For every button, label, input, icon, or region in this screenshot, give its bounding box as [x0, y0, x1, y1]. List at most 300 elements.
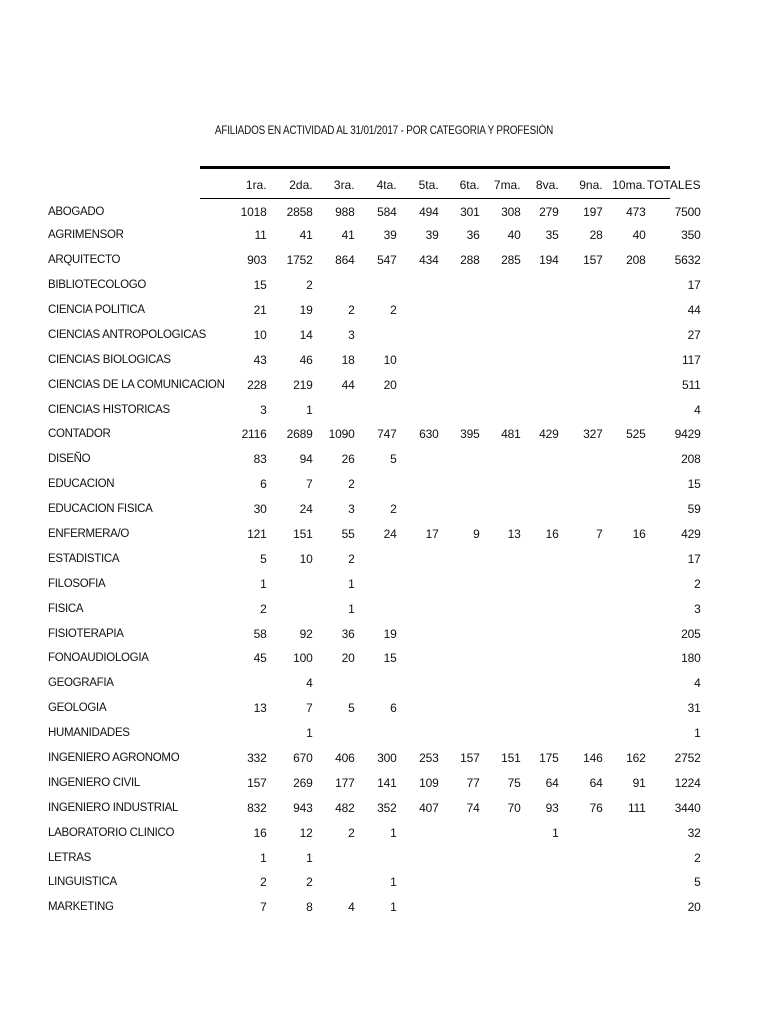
category-count — [603, 671, 646, 696]
category-count — [480, 397, 521, 422]
category-count — [559, 472, 603, 497]
profession-name: GEOGRAFIA — [48, 677, 114, 690]
category-count: 1018 — [240, 205, 267, 220]
category-count — [480, 546, 521, 571]
table-row — [42, 746, 701, 771]
row-total: 208 — [681, 452, 701, 467]
category-count — [439, 621, 480, 646]
category-count — [521, 546, 559, 571]
category-count: 40 — [507, 228, 521, 243]
category-count: 21 — [253, 303, 267, 317]
category-count — [603, 621, 646, 646]
table-header-row — [42, 172, 701, 198]
row-total: 511 — [682, 377, 701, 392]
category-count — [313, 721, 355, 746]
profession-name: LINGUISTICA — [48, 876, 117, 889]
category-count: 26 — [341, 452, 355, 467]
category-count: 83 — [253, 452, 267, 467]
category-count: 407 — [419, 800, 439, 815]
category-count: 64 — [589, 775, 603, 790]
table-row — [42, 372, 701, 397]
row-total: 7500 — [674, 205, 701, 220]
category-count: 30 — [253, 502, 267, 517]
category-count: 253 — [419, 751, 439, 766]
category-count: 630 — [419, 427, 439, 442]
column-header: 7ma. — [493, 178, 521, 192]
row-total: 1224 — [674, 775, 701, 790]
category-count — [397, 596, 439, 621]
category-count: 288 — [460, 253, 480, 268]
table-body — [42, 198, 701, 920]
profession-name: CIENCIAS BIOLOGICAS — [48, 353, 171, 366]
category-count: 109 — [419, 775, 439, 790]
category-count — [521, 347, 559, 372]
category-count: 12 — [299, 825, 313, 840]
category-count: 39 — [425, 228, 439, 243]
category-count: 988 — [335, 205, 355, 220]
profession-name: MARKETING — [48, 901, 114, 914]
category-count — [397, 298, 439, 323]
category-count: 482 — [335, 800, 355, 815]
column-header: 3ra. — [333, 178, 355, 192]
profession-name: INGENIERO AGRONOMO — [48, 752, 180, 765]
category-count: 146 — [583, 751, 603, 766]
category-count — [559, 895, 603, 920]
row-total: 117 — [682, 352, 701, 367]
category-count: 269 — [293, 775, 313, 790]
category-count: 4 — [306, 676, 313, 691]
category-count: 2 — [348, 303, 355, 317]
table-row — [42, 347, 701, 372]
category-count: 194 — [539, 253, 559, 268]
table-row — [42, 522, 701, 547]
column-header: 10ma. — [612, 178, 646, 192]
category-count — [521, 322, 559, 347]
category-count — [355, 671, 397, 696]
category-count — [397, 397, 439, 422]
category-count: 15 — [253, 278, 267, 293]
category-count — [439, 696, 480, 721]
category-count: 3 — [348, 327, 355, 342]
table-row — [42, 895, 701, 920]
category-count — [313, 870, 355, 895]
category-count: 17 — [425, 527, 439, 542]
category-count: 93 — [545, 800, 559, 815]
category-count — [559, 820, 603, 845]
category-count: 121 — [247, 527, 267, 542]
category-count — [397, 696, 439, 721]
table-row — [42, 571, 701, 596]
profession-name: ARQUITECTO — [48, 254, 121, 267]
category-count: 18 — [341, 352, 355, 367]
category-count — [521, 447, 559, 472]
category-count: 1090 — [328, 427, 355, 442]
row-total: 17 — [687, 278, 701, 293]
table-row — [42, 795, 701, 820]
category-count — [480, 571, 521, 596]
category-count: 19 — [299, 303, 313, 317]
category-count: 1 — [260, 576, 267, 591]
table-row — [42, 621, 701, 646]
category-count — [480, 870, 521, 895]
profession-name: FISICA — [48, 602, 84, 615]
column-header: 1ra. — [245, 178, 267, 192]
category-count — [480, 845, 521, 870]
category-count: 19 — [383, 626, 397, 641]
category-count: 13 — [253, 701, 267, 716]
category-count — [225, 671, 267, 696]
profession-name: EDUCACION FISICA — [48, 503, 153, 516]
row-total: 17 — [687, 551, 701, 566]
category-count: 157 — [460, 751, 480, 766]
category-count — [439, 447, 480, 472]
category-count: 20 — [341, 651, 355, 666]
category-count: 2 — [260, 875, 267, 890]
category-count — [559, 646, 603, 671]
category-count: 28 — [589, 228, 603, 243]
profession-name: FISIOTERAPIA — [48, 627, 124, 640]
row-total: 44 — [687, 303, 701, 317]
category-count: 429 — [539, 427, 559, 442]
category-count: 92 — [299, 626, 313, 641]
row-total: 4 — [694, 676, 701, 691]
column-header: 2da. — [289, 178, 313, 192]
category-count: 75 — [507, 775, 521, 790]
category-count — [397, 347, 439, 372]
category-count — [439, 721, 480, 746]
row-total: 2 — [694, 850, 701, 865]
category-count — [439, 397, 480, 422]
row-total: 15 — [687, 477, 701, 492]
category-count: 352 — [377, 800, 397, 815]
category-count — [521, 596, 559, 621]
column-header: 9na. — [579, 178, 603, 192]
category-count — [355, 845, 397, 870]
category-count — [439, 646, 480, 671]
category-count — [397, 721, 439, 746]
category-count — [480, 671, 521, 696]
category-count: 1 — [348, 576, 355, 591]
category-count — [559, 696, 603, 721]
category-count — [603, 646, 646, 671]
category-count: 1 — [390, 900, 397, 915]
category-count: 2858 — [286, 205, 313, 220]
category-count — [521, 895, 559, 920]
category-count — [397, 322, 439, 347]
category-count — [521, 397, 559, 422]
category-count — [439, 571, 480, 596]
category-count: 228 — [247, 377, 267, 392]
category-count — [439, 870, 480, 895]
category-count: 151 — [293, 527, 313, 542]
category-count — [313, 273, 355, 298]
profession-name: INGENIERO INDUSTRIAL — [48, 801, 179, 814]
table-row — [42, 671, 701, 696]
category-count — [397, 895, 439, 920]
category-count: 525 — [626, 427, 646, 442]
profession-name: ENFERMERA/O — [48, 528, 130, 541]
profession-name: CIENCIA POLITICA — [48, 304, 145, 316]
category-count: 943 — [293, 800, 313, 815]
table-row — [42, 422, 701, 447]
category-count — [480, 721, 521, 746]
row-total: 2 — [694, 576, 701, 591]
category-count — [267, 596, 313, 621]
row-total: 59 — [687, 502, 701, 517]
row-total: 5632 — [674, 253, 701, 268]
category-count — [559, 497, 603, 522]
column-header: 6ta. — [459, 178, 480, 192]
category-count — [439, 497, 480, 522]
category-count — [521, 298, 559, 323]
category-count — [397, 372, 439, 397]
category-count: 10 — [253, 327, 267, 342]
profession-name: ABOGADO — [48, 206, 105, 219]
category-count: 58 — [253, 626, 267, 641]
table-row — [42, 546, 701, 571]
table-row — [42, 223, 701, 248]
table-row — [42, 845, 701, 870]
category-count: 308 — [501, 205, 521, 220]
category-count: 111 — [627, 800, 646, 815]
category-count — [439, 596, 480, 621]
table-row — [42, 646, 701, 671]
category-count — [603, 273, 646, 298]
category-count — [603, 497, 646, 522]
category-count — [397, 472, 439, 497]
category-count: 2116 — [241, 427, 267, 442]
profession-name: FILOSOFIA — [48, 577, 106, 590]
category-count: 74 — [466, 800, 480, 815]
category-count — [313, 845, 355, 870]
category-count: 77 — [466, 775, 480, 790]
category-count — [480, 497, 521, 522]
category-count: 481 — [501, 427, 521, 442]
row-total: 350 — [681, 228, 701, 243]
category-count — [439, 347, 480, 372]
category-count — [603, 571, 646, 596]
category-count: 16 — [545, 527, 559, 542]
category-count: 11 — [254, 228, 267, 243]
category-count — [480, 696, 521, 721]
category-count: 36 — [466, 228, 480, 243]
category-count — [313, 671, 355, 696]
table-row — [42, 198, 701, 223]
category-count: 16 — [632, 527, 646, 542]
category-count — [397, 621, 439, 646]
category-count — [603, 696, 646, 721]
profession-name: LETRAS — [48, 851, 91, 864]
category-count — [480, 472, 521, 497]
profession-name: HUMANIDADES — [48, 727, 130, 740]
category-count — [313, 397, 355, 422]
category-count: 395 — [460, 427, 480, 442]
profession-name: GEOLOGIA — [48, 702, 107, 715]
category-count: 94 — [299, 452, 313, 467]
category-count — [480, 273, 521, 298]
category-count: 832 — [247, 800, 267, 815]
affiliates-table — [42, 172, 701, 920]
row-total: 5 — [694, 875, 701, 890]
category-count: 91 — [632, 775, 646, 790]
category-count: 670 — [293, 751, 313, 766]
category-count — [521, 472, 559, 497]
category-count — [559, 546, 603, 571]
category-count: 8 — [306, 900, 313, 915]
category-count: 10 — [299, 551, 313, 566]
category-count — [521, 870, 559, 895]
category-count: 24 — [383, 527, 397, 542]
category-count — [603, 870, 646, 895]
category-count — [559, 347, 603, 372]
category-count — [397, 497, 439, 522]
category-count — [480, 596, 521, 621]
category-count: 301 — [460, 205, 480, 220]
row-total: 27 — [687, 327, 701, 342]
profession-name: DISEÑO — [48, 453, 91, 466]
category-count — [397, 546, 439, 571]
table-row — [42, 298, 701, 323]
category-count — [480, 895, 521, 920]
category-count: 434 — [419, 253, 439, 268]
category-count — [559, 372, 603, 397]
category-count — [521, 372, 559, 397]
category-count — [480, 372, 521, 397]
category-count: 1 — [390, 825, 397, 840]
category-count — [267, 571, 313, 596]
category-count: 5 — [348, 701, 355, 716]
category-count: 40 — [632, 228, 646, 243]
category-count: 2 — [260, 601, 267, 616]
category-count — [480, 820, 521, 845]
category-count: 9 — [473, 527, 480, 542]
category-count: 76 — [589, 800, 603, 815]
header-rule-top — [200, 166, 670, 169]
page-title: AFILIADOS EN ACTIVIDAD AL 31/01/2017 - POR CATEGORIA Y PROFESIÓN — [214, 125, 554, 137]
category-count: 64 — [545, 775, 559, 790]
category-count — [521, 273, 559, 298]
category-count — [439, 671, 480, 696]
category-count — [397, 820, 439, 845]
table-row — [42, 770, 701, 795]
category-count — [559, 596, 603, 621]
category-count — [603, 721, 646, 746]
category-count — [603, 347, 646, 372]
category-count — [439, 820, 480, 845]
category-count — [559, 322, 603, 347]
category-count — [355, 322, 397, 347]
category-count: 332 — [247, 751, 267, 766]
category-count — [603, 596, 646, 621]
row-total: 9429 — [674, 427, 701, 442]
category-count — [439, 895, 480, 920]
column-header: 8va. — [535, 178, 559, 192]
category-count — [559, 447, 603, 472]
category-count — [439, 273, 480, 298]
category-count: 327 — [583, 427, 603, 442]
column-header: 4ta. — [376, 178, 397, 192]
category-count: 45 — [253, 651, 267, 666]
category-count — [225, 721, 267, 746]
category-count: 6 — [260, 477, 267, 492]
category-count: 157 — [247, 775, 267, 790]
category-count: 157 — [583, 253, 603, 268]
category-count: 2 — [306, 278, 313, 293]
category-count: 151 — [501, 751, 521, 766]
category-count — [521, 671, 559, 696]
table-row — [42, 820, 701, 845]
row-total: 180 — [681, 651, 701, 666]
table-row — [42, 322, 701, 347]
category-count: 2 — [348, 477, 355, 492]
category-count: 162 — [626, 751, 646, 766]
category-count — [559, 721, 603, 746]
table-row — [42, 497, 701, 522]
category-count: 16 — [253, 825, 267, 840]
category-count — [355, 596, 397, 621]
profession-name: LABORATORIO CLINICO — [48, 826, 175, 839]
category-count: 3 — [348, 502, 355, 517]
category-count — [559, 845, 603, 870]
category-count: 100 — [293, 651, 313, 666]
category-count — [603, 845, 646, 870]
category-count — [521, 696, 559, 721]
table-row — [42, 248, 701, 273]
category-count: 24 — [299, 502, 313, 517]
category-count — [355, 397, 397, 422]
category-count: 177 — [335, 775, 355, 790]
category-count — [439, 472, 480, 497]
category-count: 41 — [341, 228, 355, 243]
row-total: 3 — [694, 601, 701, 616]
category-count: 7 — [306, 477, 313, 492]
category-count — [521, 721, 559, 746]
category-count — [603, 546, 646, 571]
profession-name: AGRIMENSOR — [48, 229, 124, 242]
category-count — [480, 347, 521, 372]
category-count: 208 — [626, 253, 646, 268]
category-count: 7 — [260, 900, 267, 915]
category-count: 473 — [626, 205, 646, 220]
category-count — [480, 447, 521, 472]
category-count: 1 — [260, 850, 267, 865]
category-count: 10 — [383, 352, 397, 367]
category-count: 20 — [383, 377, 397, 392]
category-count: 1 — [552, 825, 559, 840]
category-count — [521, 646, 559, 671]
category-count — [603, 322, 646, 347]
category-count — [397, 571, 439, 596]
column-header: 5ta. — [418, 178, 439, 192]
category-count — [521, 497, 559, 522]
row-total: 4 — [694, 402, 701, 417]
profession-name: CIENCIAS ANTROPOLOGICAS — [48, 328, 206, 341]
profession-name: ESTADISTICA — [48, 552, 120, 565]
category-count: 2 — [390, 502, 397, 517]
table-row — [42, 447, 701, 472]
category-count: 175 — [539, 751, 559, 766]
category-count — [521, 571, 559, 596]
category-count: 4 — [348, 900, 355, 915]
row-total: 2752 — [674, 751, 701, 766]
category-count: 2 — [348, 551, 355, 566]
category-count — [439, 372, 480, 397]
category-count: 285 — [501, 253, 521, 268]
category-count — [397, 845, 439, 870]
category-count: 547 — [377, 253, 397, 268]
category-count: 141 — [377, 775, 397, 790]
table-row — [42, 397, 701, 422]
